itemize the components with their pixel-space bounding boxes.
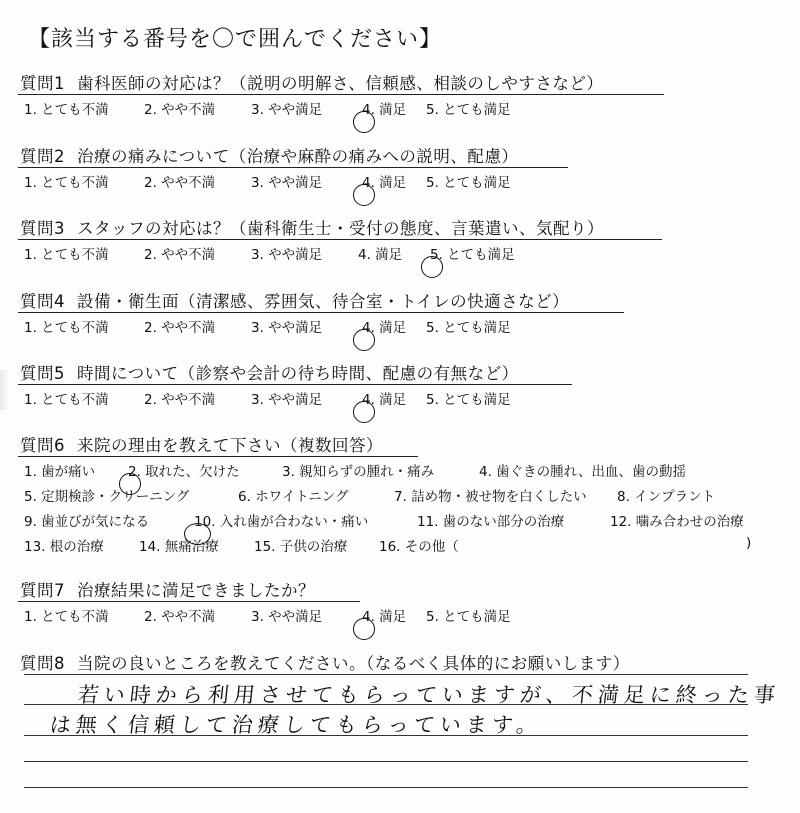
option-1[interactable]: 1. とても不満 [24, 392, 109, 408]
option-5[interactable]: 5. 定期検診・クリーニング [24, 489, 190, 505]
option-15[interactable]: 15. 子供の治療 [254, 539, 348, 555]
question-1-title [20, 70, 603, 94]
question-4-title [20, 288, 569, 312]
option-5[interactable]: 5. とても満足 [426, 175, 511, 191]
option-2[interactable]: 2. やや不満 [144, 609, 216, 625]
question-label: 質問5 [20, 364, 65, 383]
option-2[interactable]: 2. やや不満 [144, 175, 216, 191]
option-1[interactable]: 1. とても不満 [24, 102, 109, 118]
option-4[interactable]: 4. 歯ぐきの腫れ、出血、歯の動揺 [479, 464, 686, 480]
underline [18, 312, 624, 313]
option-6[interactable]: 6. ホワイトニング [238, 489, 349, 505]
option-4[interactable]: 4. 満足 [358, 98, 406, 118]
question-label: 質問4 [20, 292, 65, 311]
question-text: スタッフの対応は？（歯科衛生士・受付の態度、言葉遣い、気配り） [77, 219, 604, 238]
option-10[interactable]: 10. 入れ歯が合わない・痛い [190, 510, 368, 530]
option-3[interactable]: 3. やや満足 [251, 102, 323, 118]
selection-circle [353, 111, 375, 133]
question-text: 歯科医師の対応は？（説明の明解さ、信頼感、相談のしやすさなど） [77, 74, 604, 93]
option-1[interactable]: 1. 歯が痛い [24, 464, 96, 480]
option-1[interactable]: 1. とても不満 [24, 247, 109, 263]
option-3[interactable]: 3. 親知らずの腫れ・痛み [282, 464, 435, 480]
selection-circle [353, 184, 375, 206]
underline [18, 167, 568, 168]
scan-shadow [0, 370, 10, 410]
question-label: 質問2 [20, 147, 65, 166]
option-2[interactable]: 2. 取れた、欠けた [124, 460, 240, 480]
option-16[interactable]: 16. その他（ [379, 539, 459, 555]
option-3[interactable]: 3. やや満足 [251, 392, 323, 408]
option-2[interactable]: 2. やや不満 [144, 247, 216, 263]
question-5-title [20, 360, 519, 384]
question-label: 質問3 [20, 219, 65, 238]
option-5[interactable]: 5. とても満足 [426, 320, 511, 336]
question-label: 質問8 [20, 654, 65, 673]
option-5[interactable]: 5. とても満足 [426, 392, 511, 408]
answer-line-4 [24, 761, 748, 762]
option-4[interactable]: 4. 満足 [358, 605, 406, 625]
option-7[interactable]: 7. 詰め物・被せ物を白くしたい [394, 489, 587, 505]
option-1[interactable]: 1. とても不満 [24, 320, 109, 336]
question-6-title [20, 432, 383, 456]
option-3[interactable]: 3. やや満足 [251, 247, 323, 263]
question-text: 治療の痛みについて（治療や麻酔の痛みへの説明、配慮） [77, 147, 519, 166]
question-label: 質問1 [20, 74, 65, 93]
answer-line-2 [24, 704, 748, 705]
option-2[interactable]: 2. やや不満 [144, 102, 216, 118]
question-label: 質問7 [20, 581, 65, 600]
option-4[interactable]: 4. 満足 [358, 316, 406, 336]
option-2[interactable]: 2. やや不満 [144, 320, 216, 336]
underline [18, 384, 572, 385]
question-text: 当院の良いところを教えてください。（なるべく具体的にお願いします） [77, 654, 630, 673]
question-label: 質問6 [20, 436, 65, 455]
answer-line-5 [24, 787, 748, 788]
question-text: 設備・衛生面（清潔感、雰囲気、待合室・トイレの快適さなど） [77, 292, 570, 311]
option-5[interactable]: 5. とても満足 [426, 243, 515, 263]
option-14[interactable]: 14. 無痛治療 [139, 539, 219, 555]
instructions-header: 【該当する番号を〇で囲んでください】 [28, 27, 443, 52]
question-2-title [20, 143, 518, 167]
option-13[interactable]: 13. 根の治療 [24, 539, 104, 555]
option-5[interactable]: 5. とても満足 [426, 102, 511, 118]
handwritten-answer-line-1: 若い時から利用させてもらっていますが、不満足に終った事 [76, 683, 782, 707]
option-1[interactable]: 1. とても不満 [24, 175, 109, 191]
underline [18, 239, 662, 240]
selection-circle [353, 329, 375, 351]
question-text: 治療結果に満足できましたか？ [77, 581, 315, 600]
option-5[interactable]: 5. とても満足 [426, 609, 511, 625]
selection-circle [353, 618, 375, 640]
option-9[interactable]: 9. 歯並びが気になる [24, 514, 150, 530]
other-close-paren: ) [746, 535, 752, 551]
handwritten-answer-line-2: は無く信頼して治療してもらっています。 [48, 713, 544, 737]
option-3[interactable]: 3. やや満足 [251, 320, 323, 336]
option-12[interactable]: 12. 噛み合わせの治療 [610, 514, 744, 530]
option-4[interactable]: 4. 満足 [358, 247, 403, 263]
option-4[interactable]: 4. 満足 [358, 171, 406, 191]
option-8[interactable]: 8. インプラント [617, 489, 716, 505]
question-7-title [20, 577, 315, 601]
option-11[interactable]: 11. 歯のない部分の治療 [417, 514, 565, 530]
question-8-title [20, 650, 630, 674]
option-2[interactable]: 2. やや不満 [144, 392, 216, 408]
answer-line-1 [24, 674, 748, 675]
option-4[interactable]: 4. 満足 [358, 388, 406, 408]
option-3[interactable]: 3. やや満足 [251, 175, 323, 191]
question-text: 来院の理由を教えて下さい（複数回答） [77, 436, 383, 455]
question-text: 時間について（診察や会計の待ち時間、配慮の有無など） [77, 364, 519, 383]
selection-circle [353, 401, 375, 423]
underline [18, 456, 418, 457]
underline [18, 601, 360, 602]
underline [18, 94, 664, 95]
selection-circle [421, 256, 443, 278]
option-3[interactable]: 3. やや満足 [251, 609, 323, 625]
answer-line-3 [24, 735, 748, 736]
option-1[interactable]: 1. とても不満 [24, 609, 109, 625]
question-3-title [20, 215, 604, 239]
